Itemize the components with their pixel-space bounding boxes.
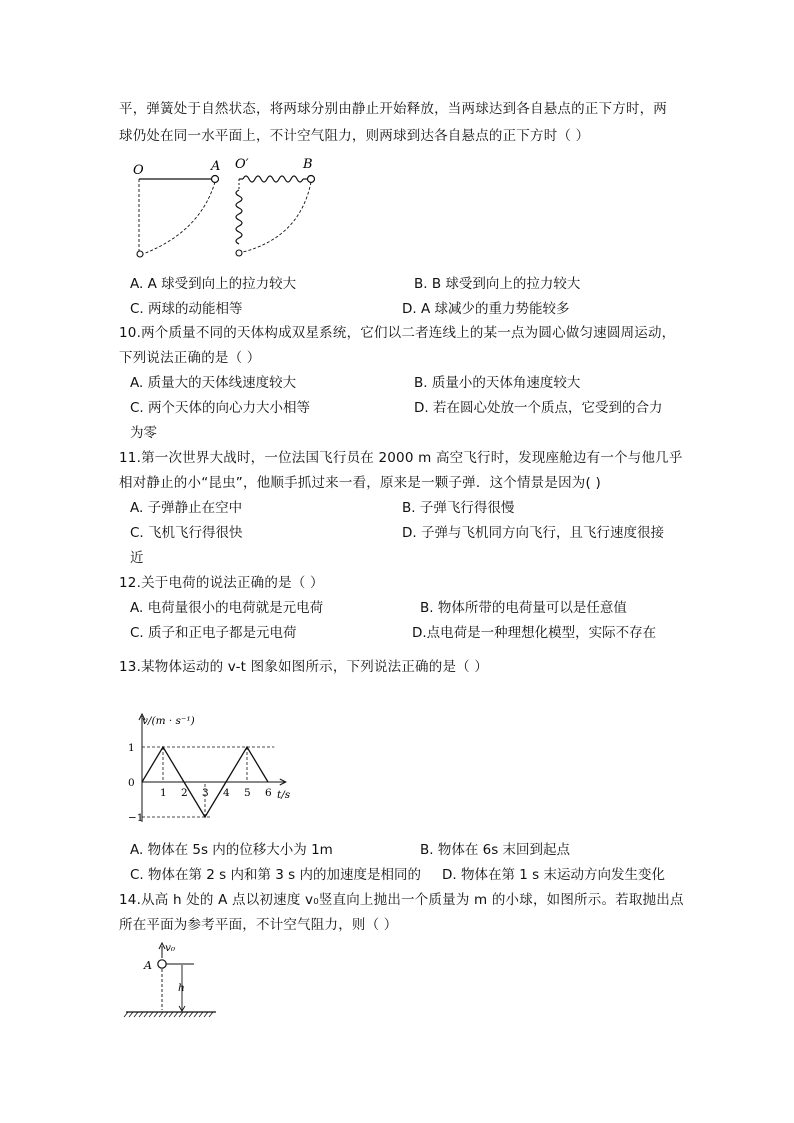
x-tick-label: 4 — [223, 787, 230, 799]
y-axis-label: v/(m · s⁻¹) — [142, 715, 195, 727]
hatch-mark — [194, 1012, 198, 1017]
label-h: h — [178, 982, 185, 994]
ball — [158, 960, 166, 968]
hatch-mark — [199, 1012, 203, 1017]
hatch-mark — [189, 1012, 193, 1017]
q13-option-a: A. 物体在 5s 内的位移大小为 1m — [130, 842, 333, 858]
hatch-mark — [154, 1012, 158, 1017]
q10-stem-line2: 下列说法正确的是（ ） — [119, 350, 261, 366]
q11-stem-line2: 相对静止的小“昆虫”，他顺手抓过来一看，原来是一颗子弹．这个情景是因为( ) — [119, 475, 601, 491]
x-axis-label: t/s — [277, 789, 291, 801]
q10-option-d-cont: 为零 — [130, 425, 157, 441]
label-o-prime: O′ — [235, 157, 249, 172]
label-o: O — [133, 163, 144, 178]
q12-option-b: B. 物体所带的电荷量可以是任意值 — [420, 600, 627, 616]
path-a — [143, 182, 215, 254]
y-tick-label: −1 — [128, 812, 144, 824]
q9-stem-line1: 平，弹簧处于自然状态，将两球分别由静止开始释放，当两球达到各自悬点的正下方时，两 — [119, 101, 667, 117]
spring-vertical — [236, 190, 242, 244]
ball-b-bottom — [236, 250, 242, 256]
q11-option-b: B. 子弹飞行得很慢 — [402, 500, 515, 516]
q10-stem-line1: 10.两个质量不同的天体构成双星系统，它们以二者连线上的某一点为圆心做匀速圆周运动， — [119, 325, 676, 341]
y-tick-label: 1 — [128, 742, 135, 754]
q12-option-c: C. 质子和正电子都是元电荷 — [130, 625, 297, 641]
q11-option-d-cont: 近 — [130, 550, 144, 566]
hatch-mark — [139, 1012, 143, 1017]
q9-option-d: D. A 球减少的重力势能较多 — [402, 301, 570, 317]
q11-option-a: A. 子弹静止在空中 — [130, 500, 243, 516]
x-tick-label: 6 — [265, 787, 272, 799]
x-tick-label: 5 — [244, 787, 251, 799]
x-tick-label: 3 — [202, 787, 209, 799]
q11-option-d: D. 子弹与飞机同方向飞行，且飞行速度很接 — [402, 525, 664, 541]
hatch-mark — [204, 1012, 208, 1017]
hatch-mark — [174, 1012, 178, 1017]
hatch-mark — [169, 1012, 173, 1017]
hatch-mark — [209, 1012, 213, 1017]
hatch-mark — [164, 1012, 168, 1017]
spring-horizontal — [243, 176, 303, 182]
q13-option-c: C. 物体在第 2 s 内和第 3 s 内的加速度是相同的 — [130, 867, 422, 883]
q10-option-b: B. 质量小的天体角速度较大 — [414, 375, 581, 391]
vt-axes — [128, 714, 286, 824]
path-b — [243, 182, 311, 252]
q11-option-c: C. 飞机飞行得很快 — [130, 525, 243, 541]
q10-option-a: A. 质量大的天体线速度较大 — [130, 375, 297, 391]
hatch-mark — [129, 1012, 133, 1017]
q10-option-c: C. 两个天体的向心力大小相等 — [130, 400, 311, 416]
ball-b — [308, 176, 315, 183]
y-tick-label: 0 — [128, 777, 135, 789]
q13-option-b: B. 物体在 6s 末回到起点 — [420, 842, 571, 858]
hatch-mark — [179, 1012, 183, 1017]
q12-option-a: A. 电荷量很小的电荷就是元电荷 — [130, 600, 324, 616]
hatch-mark — [184, 1012, 188, 1017]
label-v0: v₀ — [165, 942, 176, 954]
q12-stem: 12.关于电荷的说法正确的是（ ） — [119, 575, 324, 591]
hatch-mark — [159, 1012, 163, 1017]
ball-a-bottom — [137, 251, 143, 257]
label-b: B — [303, 157, 313, 172]
q14-stem-line2: 所在平面为参考平面，不计空气阻力，则（ ） — [119, 917, 398, 933]
hatch-mark — [144, 1012, 148, 1017]
q10-option-d: D. 若在圆心处放一个质点，它受到的合力 — [414, 400, 663, 416]
ball-a — [212, 176, 219, 183]
ground-hatch — [124, 1012, 213, 1017]
q9-option-b: B. B 球受到向上的拉力较大 — [414, 276, 581, 292]
q9-option-a: A. A 球受到向上的拉力较大 — [130, 276, 297, 292]
x-tick-label: 1 — [160, 787, 167, 799]
hatch-mark — [134, 1012, 138, 1017]
q13-option-d: D. 物体在第 1 s 末运动方向发生变化 — [442, 867, 665, 883]
q9-stem-line2: 球仍处在同一水平面上，不计空气阻力，则两球到达各自悬点的正下方时（ ） — [119, 128, 590, 144]
x-tick-label: 2 — [181, 787, 188, 799]
vt-chart — [120, 710, 300, 830]
q14-stem-line1: 14.从高 h 处的 A 点以初速度 v₀竖直向上抛出一个质量为 m 的小球，如图所示。若取抛出点 — [119, 892, 684, 908]
q14-figure — [120, 938, 220, 1018]
hatch-mark — [149, 1012, 153, 1017]
label-a: A — [211, 159, 221, 174]
q13-stem: 13.某物体运动的 v-t 图象如图所示，下列说法正确的是（ ） — [119, 659, 489, 675]
label-a: A — [144, 959, 152, 972]
hatch-mark — [124, 1012, 128, 1017]
q11-stem-line1: 11.第一次世界大战时，一位法国飞行员在 2000 m 高空飞行时，发现座舱边有一个与他几乎 — [119, 450, 683, 466]
q12-option-d: D.点电荷是一种理想化模型，实际不存在 — [412, 625, 657, 641]
q9-option-c: C. 两球的动能相等 — [130, 301, 243, 317]
q9-figure — [125, 152, 325, 260]
